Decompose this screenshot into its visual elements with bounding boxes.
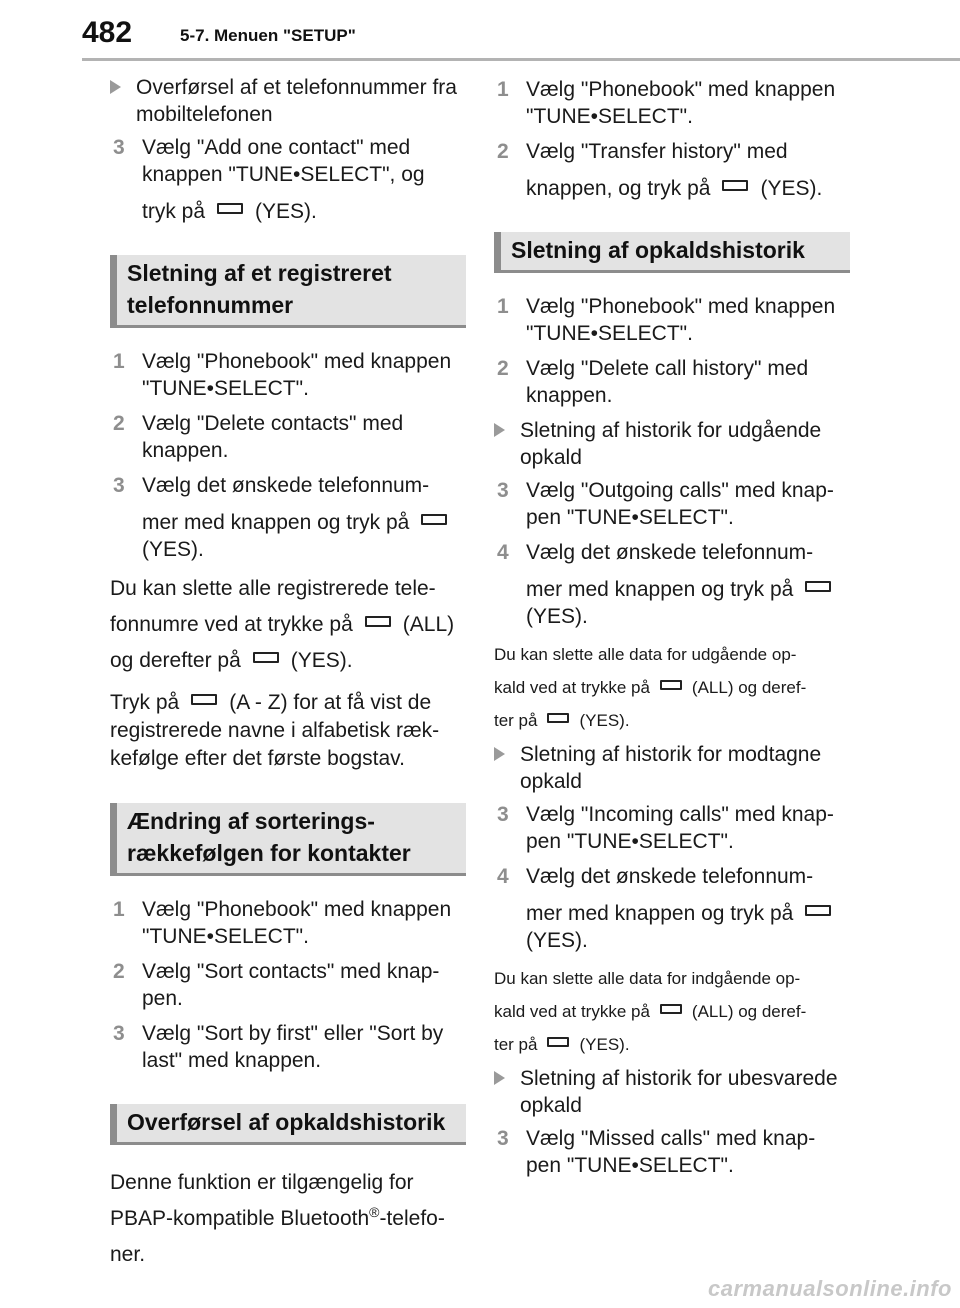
right-column: [494, 70, 850, 1187]
subheading-missed: [494, 1065, 850, 1119]
step-text: Vælg det ønskede telefonnum-: [526, 865, 814, 888]
step-text: Vælg "Outgoing calls" med knap-pen "TUNE•SELECT".: [526, 479, 834, 529]
step-number: 3: [113, 1022, 125, 1045]
subheading-text: Overførsel af et telefonnummer fra mobiltelefonen: [136, 76, 457, 126]
step-text: Vælg "Add one contact" med knappen "TUNE•SELECT", og: [142, 136, 425, 186]
step-text: Vælg "Sort by first" eller "Sort by last" med knappen.: [142, 1022, 444, 1072]
button-glyph-icon: [421, 514, 447, 525]
step-item: [494, 477, 850, 531]
step-continuation: mer med knappen og tryk på (YES).: [142, 509, 466, 563]
step-text: Vælg "Missed calls" med knap-pen "TUNE•SELECT".: [526, 1127, 816, 1177]
step-number: 2: [497, 357, 509, 380]
section-heading-delete-number: Sletning af et registreret telefonnummer: [110, 255, 466, 328]
step-continuation: mer med knappen og tryk på (YES).: [526, 576, 850, 630]
step-item: [110, 472, 466, 563]
step-text: Vælg det ønskede telefonnum-: [142, 474, 430, 497]
step-continuation: mer med knappen og tryk på (YES).: [526, 900, 850, 954]
triangle-bullet-icon: [110, 80, 121, 94]
subheading-incoming: [494, 741, 850, 795]
triangle-bullet-icon: [494, 747, 505, 761]
step-item: [494, 293, 850, 347]
step-item: [494, 355, 850, 409]
step-text: Vælg det ønskede telefonnum-: [526, 541, 814, 564]
step-item: [110, 410, 466, 464]
step-item: [494, 801, 850, 855]
button-glyph-icon: [722, 180, 748, 191]
step-number: 4: [497, 865, 509, 888]
chapter-title: 5-7. Menuen "SETUP": [180, 26, 356, 45]
section-heading-delete-history: Sletning af opkaldshistorik: [494, 232, 850, 273]
step-text: Vælg "Phonebook" med knappen "TUNE•SELECT".: [142, 898, 452, 948]
subheading-transfer-number: [110, 74, 466, 128]
step-number: 1: [113, 898, 125, 921]
registered-mark: ®: [369, 1204, 380, 1220]
step-item: [110, 134, 466, 225]
step-text: Vælg "Delete call history" med knappen.: [526, 357, 809, 407]
button-glyph-icon: [253, 652, 279, 663]
step-number: 1: [497, 295, 509, 318]
note-outgoing: Du kan slette alle data for udgående op- kald ved at trykke på (ALL) og deref- ter på (YES).: [494, 645, 807, 730]
section-heading-sort-order: Ændring af sorterings-rækkefølgen for kontakter: [110, 803, 466, 876]
paragraph-delete-all: Du kan slette alle registrerede tele- fonnumre ved at trykke på (ALL) og derefter på (YES).: [110, 577, 455, 672]
step-item: [494, 1125, 850, 1179]
step-text: Vælg "Phonebook" med knappen "TUNE•SELECT".: [526, 78, 836, 128]
button-glyph-icon: [365, 616, 391, 627]
page-number: 482: [82, 16, 133, 49]
step-item: [110, 958, 466, 1012]
step-item: [494, 138, 850, 202]
step-number: 3: [497, 479, 509, 502]
step-text: Vælg "Transfer history" med: [526, 140, 788, 163]
step-text: Vælg "Incoming calls" med knap-pen "TUNE•SELECT".: [526, 803, 834, 853]
step-item: [494, 76, 850, 130]
button-glyph-icon: [805, 581, 831, 592]
button-glyph-icon: [660, 680, 682, 690]
step-number: 2: [113, 412, 125, 435]
step-item: [110, 1020, 466, 1074]
paragraph-pbap: Denne funktion er tilgængelig for PBAP-kompatible Bluetooth®-telefo- ner.: [110, 1171, 445, 1266]
button-glyph-icon: [660, 1004, 682, 1014]
step-number: 3: [497, 803, 509, 826]
triangle-bullet-icon: [494, 1071, 505, 1085]
subheading-text: Sletning af historik for udgående opkald: [520, 419, 822, 469]
left-column: [110, 70, 466, 1275]
step-text: Vælg "Delete contacts" med knappen.: [142, 412, 404, 462]
step-number: 3: [113, 136, 125, 159]
subheading-text: Sletning af historik for ubesvarede opkald: [520, 1067, 838, 1117]
step-item: [494, 863, 850, 954]
watermark: carmanualsonline.info: [708, 1276, 952, 1301]
step-number: 2: [113, 960, 125, 983]
subheading-outgoing: [494, 417, 850, 471]
step-text: Vælg "Sort contacts" med knap-pen.: [142, 960, 440, 1010]
button-glyph-icon: [191, 694, 217, 705]
step-number: 4: [497, 541, 509, 564]
step-number: 3: [113, 474, 125, 497]
step-number: 2: [497, 140, 509, 163]
triangle-bullet-icon: [494, 423, 505, 437]
step-item: [494, 539, 850, 630]
section-heading-transfer-history: Overførsel af opkaldshistorik: [110, 1104, 466, 1145]
step-number: 1: [113, 350, 125, 373]
button-glyph-icon: [547, 1037, 569, 1047]
step-text: Vælg "Phonebook" med knappen "TUNE•SELECT".: [142, 350, 452, 400]
step-item: [110, 896, 466, 950]
subheading-text: Sletning af historik for modtagne opkald: [520, 743, 822, 793]
button-glyph-icon: [217, 203, 243, 214]
button-glyph-icon: [547, 713, 569, 723]
paragraph-alphabetical: Tryk på (A - Z) for at få vist de registrerede navne i alfabetisk ræk-kefølge efter det første bogstav.: [110, 691, 440, 770]
note-incoming: Du kan slette alle data for indgående op- kald ved at trykke på (ALL) og deref- ter på (YES).: [494, 969, 807, 1054]
header-rule: [82, 58, 960, 61]
step-continuation: knappen, og tryk på (YES).: [526, 177, 823, 200]
step-number: 3: [497, 1127, 509, 1150]
step-text: Vælg "Phonebook" med knappen "TUNE•SELECT".: [526, 295, 836, 345]
button-glyph-icon: [805, 905, 831, 916]
step-continuation: tryk på (YES).: [142, 200, 317, 223]
step-item: [110, 348, 466, 402]
step-number: 1: [497, 78, 509, 101]
